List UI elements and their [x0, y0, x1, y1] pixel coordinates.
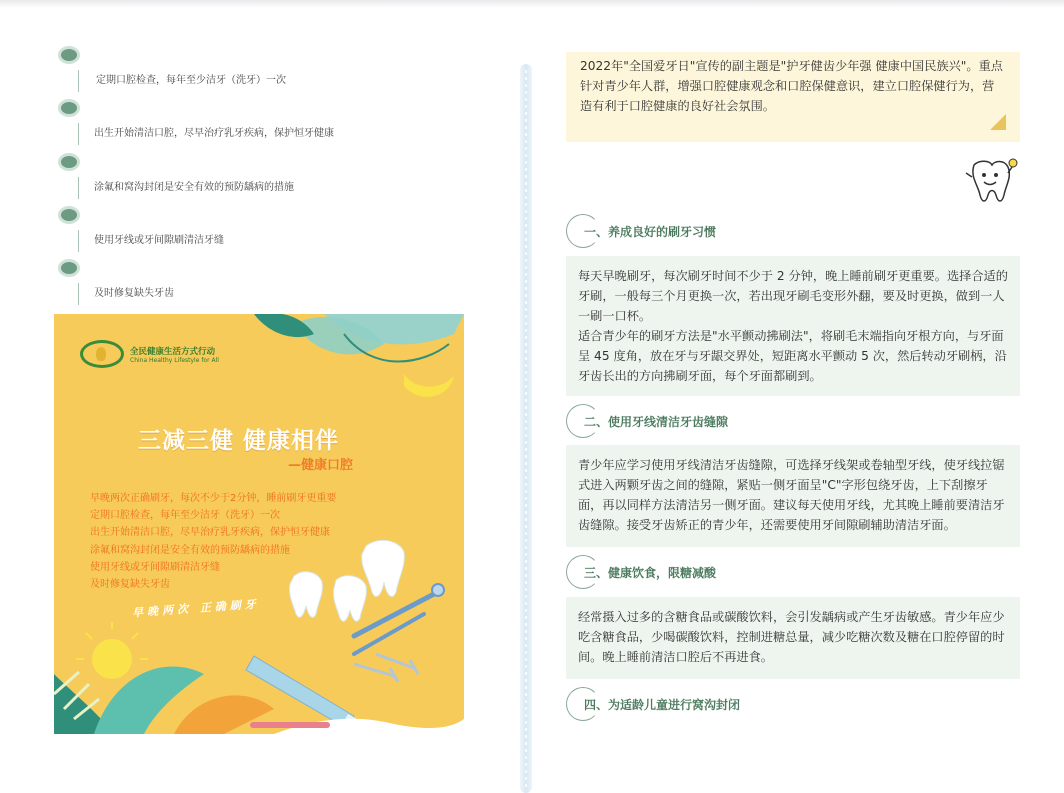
timeline-text: 及时修复缺失牙齿 [94, 288, 174, 300]
timeline-item [56, 44, 476, 97]
section-body [566, 256, 1020, 396]
moon-icon [404, 374, 454, 397]
foliage-icon [54, 667, 274, 735]
timeline-item [56, 97, 476, 150]
logo-text-en: China Healthy Lifestyle for All [130, 356, 219, 364]
timeline-text: 涂氟和窝沟封闭是安全有效的预防龋病的措施 [94, 181, 294, 193]
poster-list [90, 490, 336, 593]
section-paragraph: 青少年应学习使用牙线清洁牙齿缝隙，可选择牙线架或卷轴型牙线，使牙线拉锯式进入两颗牙齿之间的缝隙，紧贴一侧牙面呈"C"字形包绕牙齿，上下刮擦牙面，再以同样方法清洁另一侧牙面。建议每天使用牙线，尤其晚上睡前要清洁牙齿缝隙。接受牙齿矫正的青少年，还需要使用牙间隙刷辅助清洁牙面。 [578, 458, 1005, 532]
poster-list-item: 早晚两次正确刷牙，每次不少于2分钟，睡前刷牙更重要 [90, 493, 337, 504]
timeline-bar [78, 123, 79, 145]
poster-title: 三减三健 健康相伴 [138, 428, 340, 454]
intro-box [566, 52, 1020, 142]
timeline-bar [78, 230, 79, 252]
timeline-bar [78, 177, 79, 199]
poster-list-item: 及时修复缺失牙齿 [90, 579, 170, 591]
section-body [566, 445, 1020, 547]
poster-list-item: 出生开始清洁口腔，尽早治疗乳牙疾病，保护恒牙健康 [90, 527, 330, 539]
corner-triangle-icon [990, 114, 1006, 130]
tooth-mascot-icon [962, 155, 1020, 207]
poster-logo [80, 340, 219, 368]
timeline-item [56, 151, 476, 204]
timeline-item [56, 204, 476, 257]
timeline-dot-icon [58, 259, 80, 277]
section-paragraph: 经常摄入过多的含糖食品或碳酸饮料，会引发龋病或产生牙齿敏感。青少年应少吃含糖食品，少喝碳酸饮料，控制进糖总量，减少吃糖次数及糖在口腔停留的时间。晚上睡前清洁口腔后不再进食。 [578, 610, 1005, 664]
logo-text-cn: 全民健康生活方式行动 [130, 346, 216, 357]
section-heading [566, 555, 716, 589]
section-heading [566, 687, 740, 721]
poster-subtitle: —健康口腔 [288, 458, 354, 473]
timeline-text: 出生开始清洁口腔，尽早治疗乳牙疾病，保护恒牙健康 [94, 128, 334, 140]
flosser-icon [354, 654, 418, 682]
poster-slogan: 早晚两次 正确刷牙 [131, 597, 261, 620]
section-title: 四、为适龄儿童进行窝沟封闭 [584, 697, 741, 712]
section-heading [566, 404, 728, 438]
timeline-dot-icon [58, 99, 80, 117]
poster-list-item: 使用牙线或牙间隙刷清洁牙缝 [90, 561, 220, 573]
sun-icon [76, 622, 148, 679]
timeline-item [56, 257, 476, 310]
section-body [566, 597, 1020, 679]
timeline [56, 44, 476, 310]
poster-list-item: 定期口腔检查，每年至少洁牙（洗牙）一次 [90, 510, 280, 522]
timeline-bar [78, 283, 79, 305]
timeline-dot-icon [58, 153, 80, 171]
section-paragraph: 适合青少年的刷牙方法是"水平颤动拂刷法"，将刷毛末端指向牙根方向，与牙面呈 45 度角，放在牙与牙龈交界处，短距离水平颤动 5 次，然后转动牙刷柄，沿牙齿长出的方向拂刷牙面，每个牙面都刷到。 [578, 329, 1007, 383]
section-heading [566, 214, 716, 248]
leaf-icon [254, 314, 464, 362]
section-paragraph: 每天早晚刷牙，每次刷牙时间不少于 2 分钟，晚上睡前刷牙更重要。选择合适的牙刷，一般每三个月更换一次，若出现牙刷毛变形外翻，要及时更换，做到一人一刷一口杯。 [578, 269, 1008, 323]
poster-list-item: 涂氟和窝沟封闭是安全有效的预防龋病的措施 [90, 544, 290, 556]
lifestyle-logo-icon [80, 340, 124, 368]
health-poster [54, 314, 464, 734]
timeline-text: 定期口腔检查，每年至少洁牙（洗牙）一次 [96, 75, 286, 86]
intro-text: 2022年"全国爱牙日"宣传的副主题是"护牙健齿少年强 健康中国民族兴"。重点针对青少年人群，增强口腔健康观念和口腔保健意识，建立口腔保健行为，营造有利于口腔健康的良好社会氛围。 [580, 59, 1003, 113]
timeline-dot-icon [58, 206, 80, 224]
timeline-text: 使用牙线或牙间隙刷清洁牙缝 [94, 234, 224, 246]
section-title: 三、健康饮食，限糖减酸 [584, 565, 717, 580]
section-title: 二、使用牙线清洁牙齿缝隙 [584, 414, 729, 429]
section-title: 一、养成良好的刷牙习惯 [584, 224, 717, 239]
timeline-bar [78, 70, 79, 92]
column-divider [520, 64, 532, 793]
timeline-dot-icon [58, 46, 80, 64]
top-shadow [0, 0, 1064, 8]
